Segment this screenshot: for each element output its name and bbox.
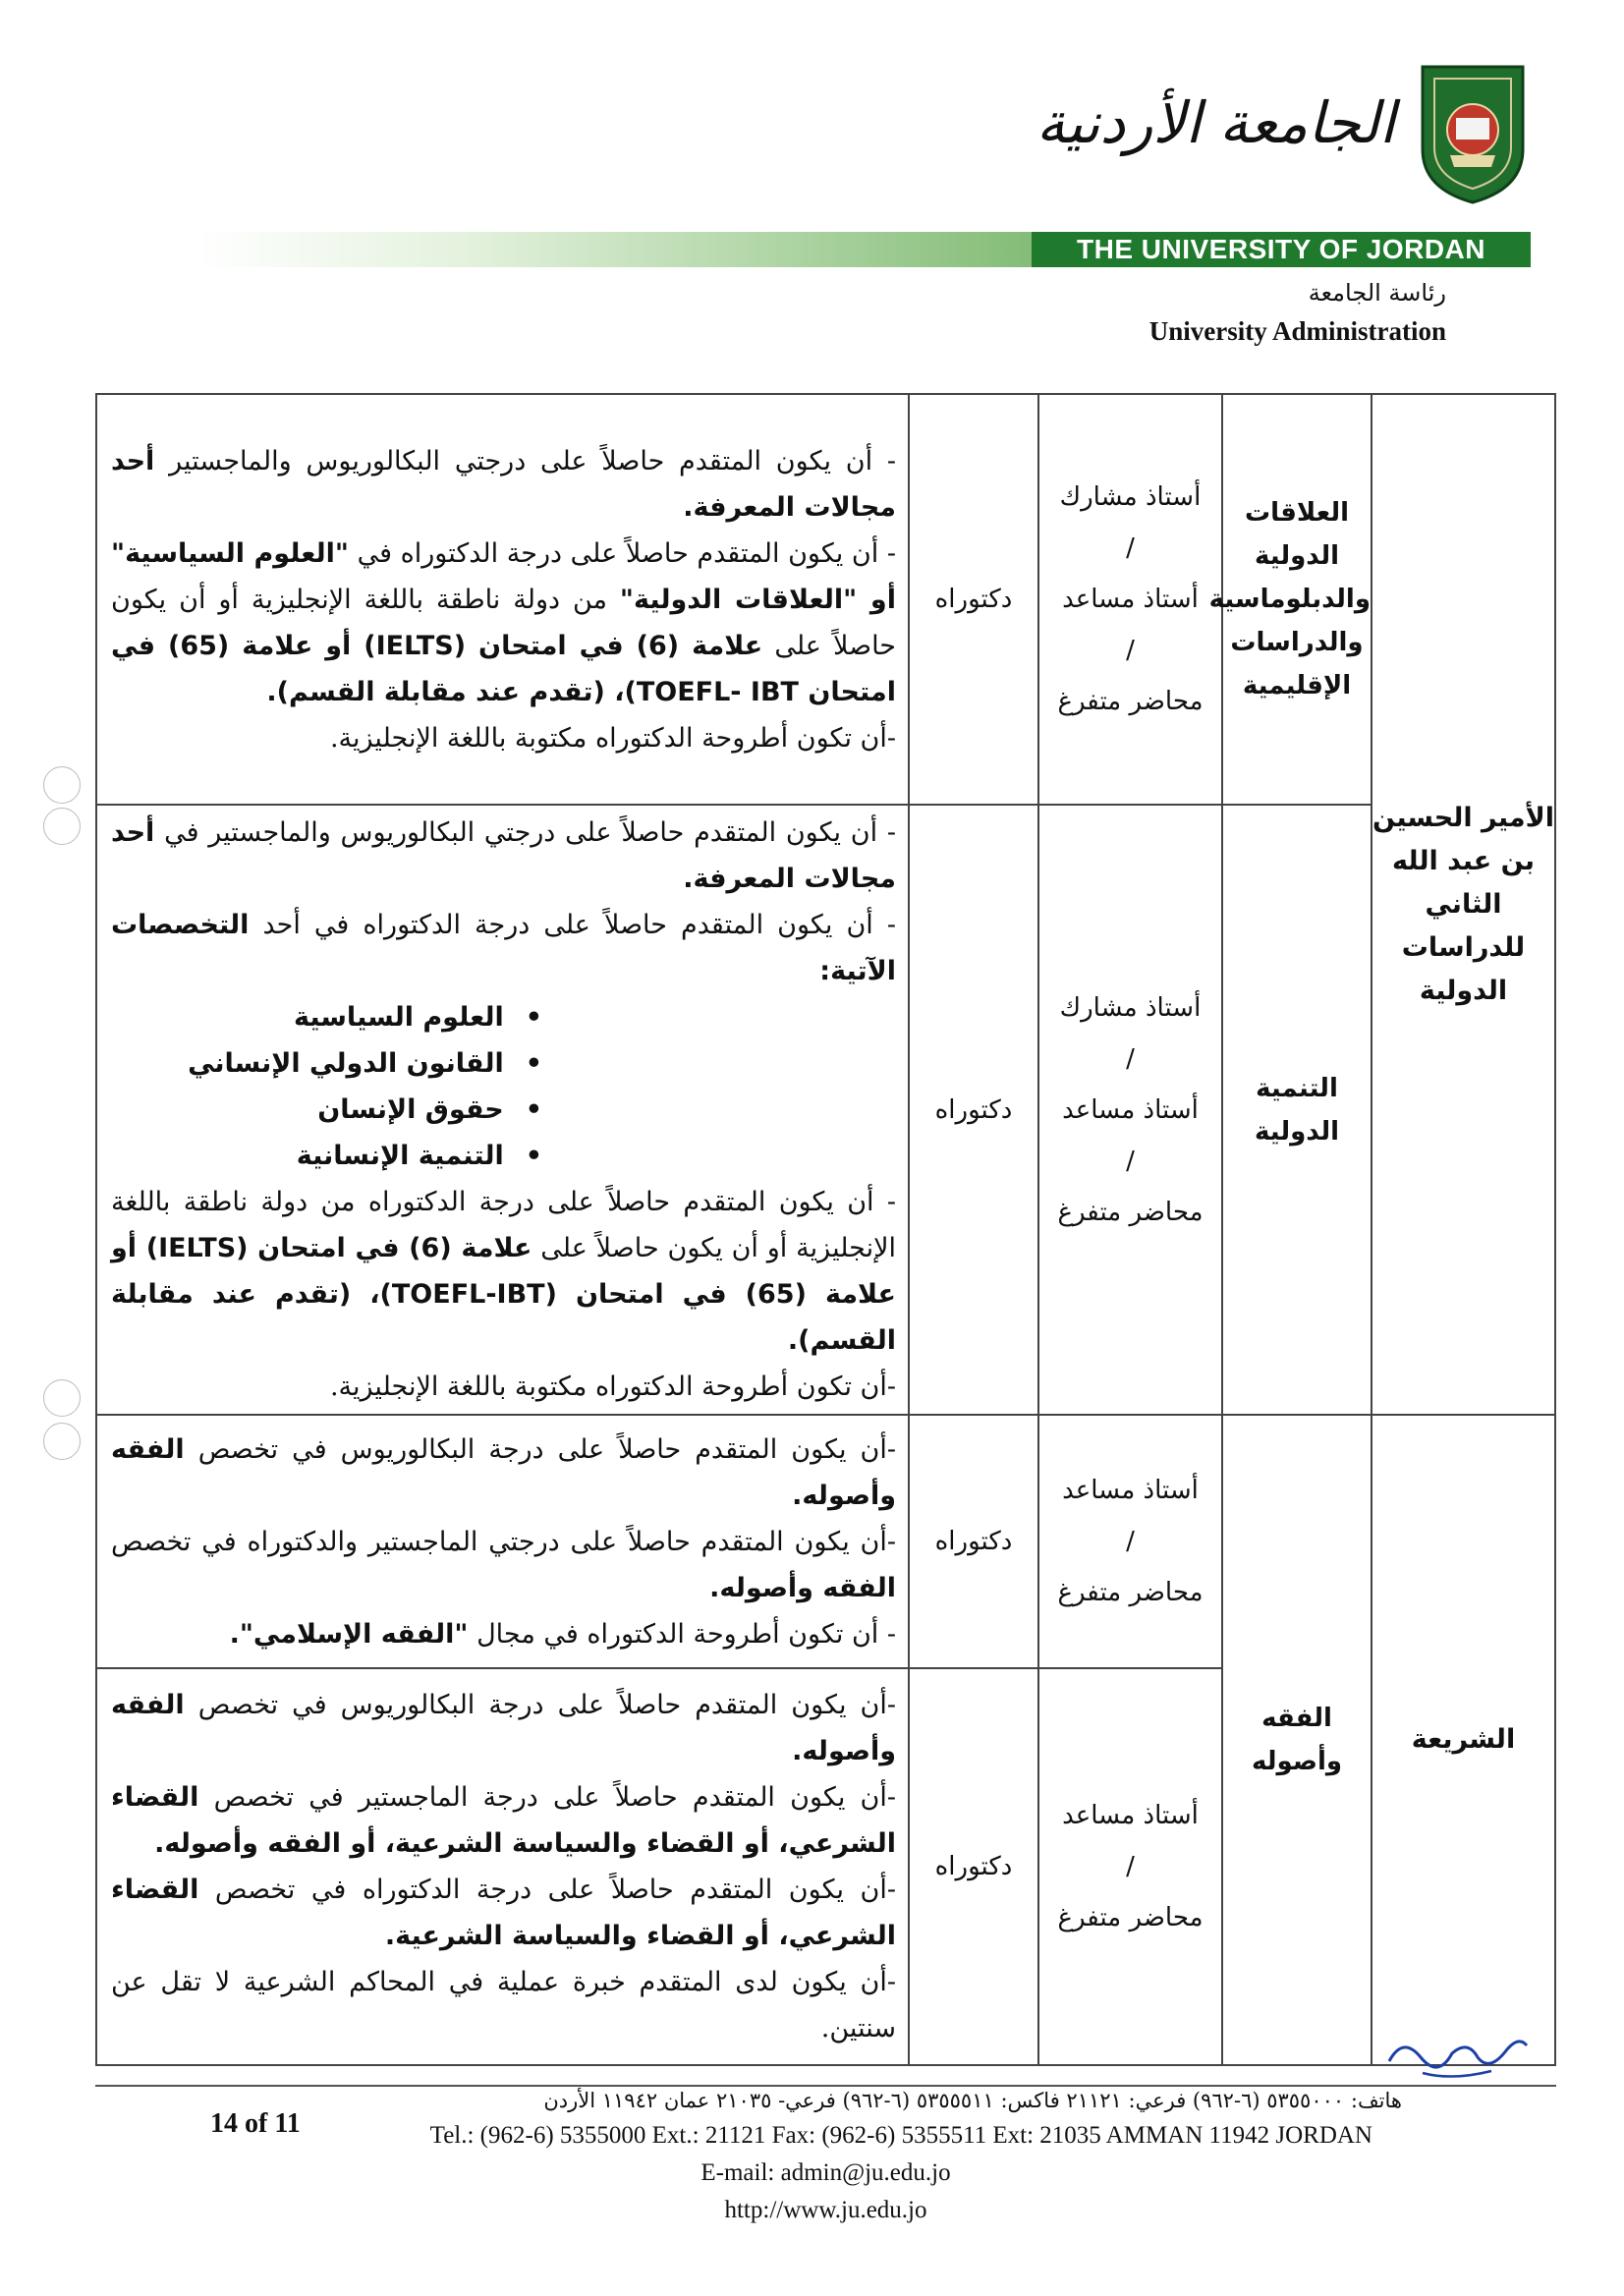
footer-email[interactable]: E-mail: admin@ju.edu.jo (700, 2159, 951, 2186)
administration-arabic: رئاسة الجامعة (1308, 279, 1446, 307)
footer-contact-arabic: هاتف: ٥٣٥٥٠٠٠ (٦-٩٦٢) فرعي: ٢١١٢١ فاكس: ٥٣٥٥٥١١ (٦-٩٦٢) فرعي- ٢١٠٣٥ عمان ١١٩٤٢ الأردن (543, 2089, 1402, 2112)
footer-website-link[interactable]: http://www.ju.edu.jo (724, 2197, 927, 2223)
university-crest-logo (1415, 61, 1531, 206)
faculty-cell: الأمير الحسين بن عبد الله الثاني للدراسات الدولية (1372, 394, 1555, 1415)
list-item: • العلوم السياسية (111, 994, 542, 1040)
page-number: 14 of 11 (210, 2108, 301, 2139)
department-cell: العلاقات الدولية والدبلوماسية والدراسات الإقليمية (1222, 394, 1372, 805)
faculty-cell: الشريعة (1372, 1415, 1555, 2065)
table-row (96, 1415, 1555, 1668)
conditions-cell: - أن يكون المتقدم حاصلاً على درجتي البكالوريوس والماجستير في أحد مجالات المعرفة. - أن يكون المتقدم حاصلاً على درجة الدكتوراه في أحد التخصصات الآتية: • العلوم السياسية • القانون الدولي الإنساني • حقوق الإنسان • التنمية الإنسانية - أن يكون المتقدم حاصلاً على درجة الدكتوراه من دولة ناطقة باللغة الإنجليزية أو أن يكون حاصلاً على علامة (6) في امتحان (IELTS) أو علامة (65) في امتحان (TOEFL-IBT)، (تقدم عند مقابلة القسم). -أن تكون أطروحة الدكتوراه مكتوبة باللغة الإنجليزية. (96, 805, 909, 1415)
table-row (96, 394, 1555, 805)
footer-contact-english: Tel.: (962-6) 5355000 Ext.: 21121 Fax: (962-6) 5355511 Ext: 21035 AMMAN 11942 JORDAN (429, 2122, 1372, 2149)
conditions-cell: -أن يكون المتقدم حاصلاً على درجة البكالوريوس في تخصص الفقه وأصوله. -أن يكون المتقدم حاصلاً على درجتي الماجستير والدكتوراه في تخصص الفقه وأصوله. - أن تكون أطروحة الدكتوراه في مجال "الفقه الإسلامي". (96, 1415, 909, 1668)
conditions-cell: -أن يكون المتقدم حاصلاً على درجة البكالوريوس في تخصص الفقه وأصوله. -أن يكون المتقدم حاصلاً على درجة الماجستير في تخصص القضاء الشرعي، أو القضاء والسياسة الشرعية، أو الفقه وأصوله. -أن يكون المتقدم حاصلاً على درجة الدكتوراه في تخصص القضاء الشرعي، أو القضاء والسياسة الشرعية. -أن يكون لدى المتقدم خبرة عملية في المحاكم الشرعية لا تقل عن سنتين. (96, 1668, 909, 2065)
degree-cell: دكتوراه (909, 1668, 1038, 2065)
list-item: • التنمية الإنسانية (111, 1133, 542, 1179)
table-row (96, 805, 1555, 1415)
requirements-table (95, 393, 1556, 2066)
list-item: • القانون الدولي الإنساني (111, 1040, 542, 1087)
footer-divider (95, 2085, 1556, 2087)
handwritten-initials (1383, 2028, 1531, 2083)
degree-cell: دكتوراه (909, 394, 1038, 805)
conditions-cell: - أن يكون المتقدم حاصلاً على درجتي البكالوريوس والماجستير أحد مجالات المعرفة. - أن يكون المتقدم حاصلاً على درجة الدكتوراه في "العلوم السياسية" أو "العلاقات الدولية" من دولة ناطقة باللغة الإنجليزية أو أن يكون حاصلاً على علامة (6) في امتحان (IELTS) أو علامة (65) في امتحان TOEFL- IBT)، (تقدم عند مقابلة القسم). -أن تكون أطروحة الدكتوراه مكتوبة باللغة الإنجليزية. (96, 394, 909, 805)
degree-cell: دكتوراه (909, 1415, 1038, 1668)
degree-cell: دكتوراه (909, 805, 1038, 1415)
rank-cell: أستاذ مشارك / أستاذ مساعد / محاضر متفرغ (1038, 805, 1222, 1415)
binder-hole (43, 808, 81, 845)
department-cell: الفقه وأصوله (1222, 1415, 1372, 2065)
department-cell: التنمية الدولية (1222, 805, 1372, 1415)
list-item: • حقوق الإنسان (111, 1087, 542, 1133)
specializations-list (111, 994, 896, 1179)
university-arabic-logotype: الجامعة الأردنية (1036, 89, 1395, 156)
administration-english: University Administration (1148, 316, 1446, 346)
binder-hole (43, 1379, 81, 1417)
university-english-name: THE UNIVERSITY OF JORDAN (1032, 232, 1531, 267)
binder-hole (43, 1423, 81, 1460)
rank-cell: أستاذ مساعد / محاضر متفرغ (1038, 1415, 1222, 1668)
rank-cell: أستاذ مساعد / محاضر متفرغ (1038, 1668, 1222, 2065)
binder-hole (43, 766, 81, 804)
rank-cell: أستاذ مشارك / أستاذ مساعد / محاضر متفرغ (1038, 394, 1222, 805)
